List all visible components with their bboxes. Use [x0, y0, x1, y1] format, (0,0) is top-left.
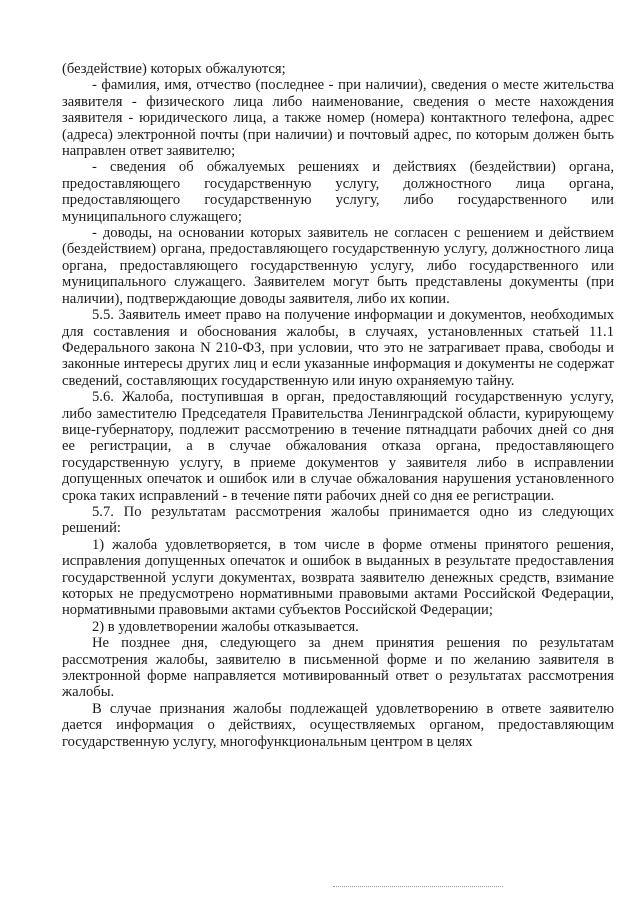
- paragraph-appealed-decisions: - сведения об обжалуемых решениях и действиях (бездействии) органа, предоставляющего государственную услугу, должностного лица органа, предоставляющего государственную услугу, либо государственного или муниципального служащего;: [62, 159, 614, 225]
- footer-dotted-line: [333, 886, 503, 887]
- paragraph-satisfaction-info: В случае признания жалобы подлежащей удовлетворению в ответе заявителю дается информация о действиях, осуществляемых органом, предоставляющим государственную услугу, многофункциональным центром в целях: [62, 700, 614, 750]
- paragraph-5-5: 5.5. Заявитель имеет право на получение информации и документов, необходимых для составления и обоснования жалобы, в случаях, установленных статьей 11.1 Федерального закона N 210-ФЗ, при условии, что это не затрагивает права, свободы и законные интересы других лиц и если указанные информация и документы не содержат сведений, составляющих государственную или иную охраняемую тайну.: [62, 307, 614, 389]
- paragraph-arguments: - доводы, на основании которых заявитель не согласен с решением и действием (бездействием) органа, предоставляющего государственную услугу, должностного лица органа, предоставляющего государственную услугу, либо государственного или муниципального служащего. Заявителем могут быть представлены документы (при наличии), подтверждающие доводы заявителя, либо их копии.: [62, 225, 614, 307]
- paragraph-applicant-name: - фамилия, имя, отчество (последнее - при наличии), сведения о месте жительства заявителя - физического лица либо наименование, сведения о месте нахождения заявителя - юридического лица, а также номер (номера) контактного телефона, адрес (адреса) электронной почты (при наличии) и почтовый адрес, по которым должен быть направлен ответ заявителю;: [62, 77, 614, 160]
- paragraph-decision-1: 1) жалоба удовлетворяется, в том числе в форме отмены принятого решения, исправления допущенных опечаток и ошибок в выданных в результате предоставления государственной услуги документах, возврата заявителю денежных средств, взимание которых не предусмотрено нормативными правовыми актами Российской Федерации, нормативными правовыми актами субъектов Российской Федерации;: [62, 536, 614, 619]
- paragraph-decision-2: 2) в удовлетворении жалобы отказывается.: [92, 618, 359, 635]
- paragraph-response-deadline: Не позднее дня, следующего за днем принятия решения по результатам рассмотрения жалобы, заявителю в письменной форме и по желанию заявителя в электронной форме направляется мотивированный ответ о результатах рассмотрения жалобы.: [62, 635, 614, 701]
- paragraph-5-7: 5.7. По результатам рассмотрения жалобы принимается одно из следующих решений:: [62, 503, 614, 537]
- paragraph-5-6: 5.6. Жалоба, поступившая в орган, предоставляющий государственную услугу, либо заместителю Председателя Правительства Ленинградской области, курирующему вице-губернатору, подлежит рассмотрению в течение пятнадцати рабочих дней со дня ее регистрации, а в случае обжалования отказа органа, предоставляющего государственную услугу, в приеме документов у заявителя либо в исправлении допущенных опечаток и ошибок или в случае обжалования нарушения установленного срока таких исправлений - в течение пяти рабочих дней со дня ее регистрации.: [62, 389, 614, 504]
- document-page: [62, 61, 614, 750]
- paragraph-continuation: (бездействие) которых обжалуются;: [62, 61, 286, 77]
